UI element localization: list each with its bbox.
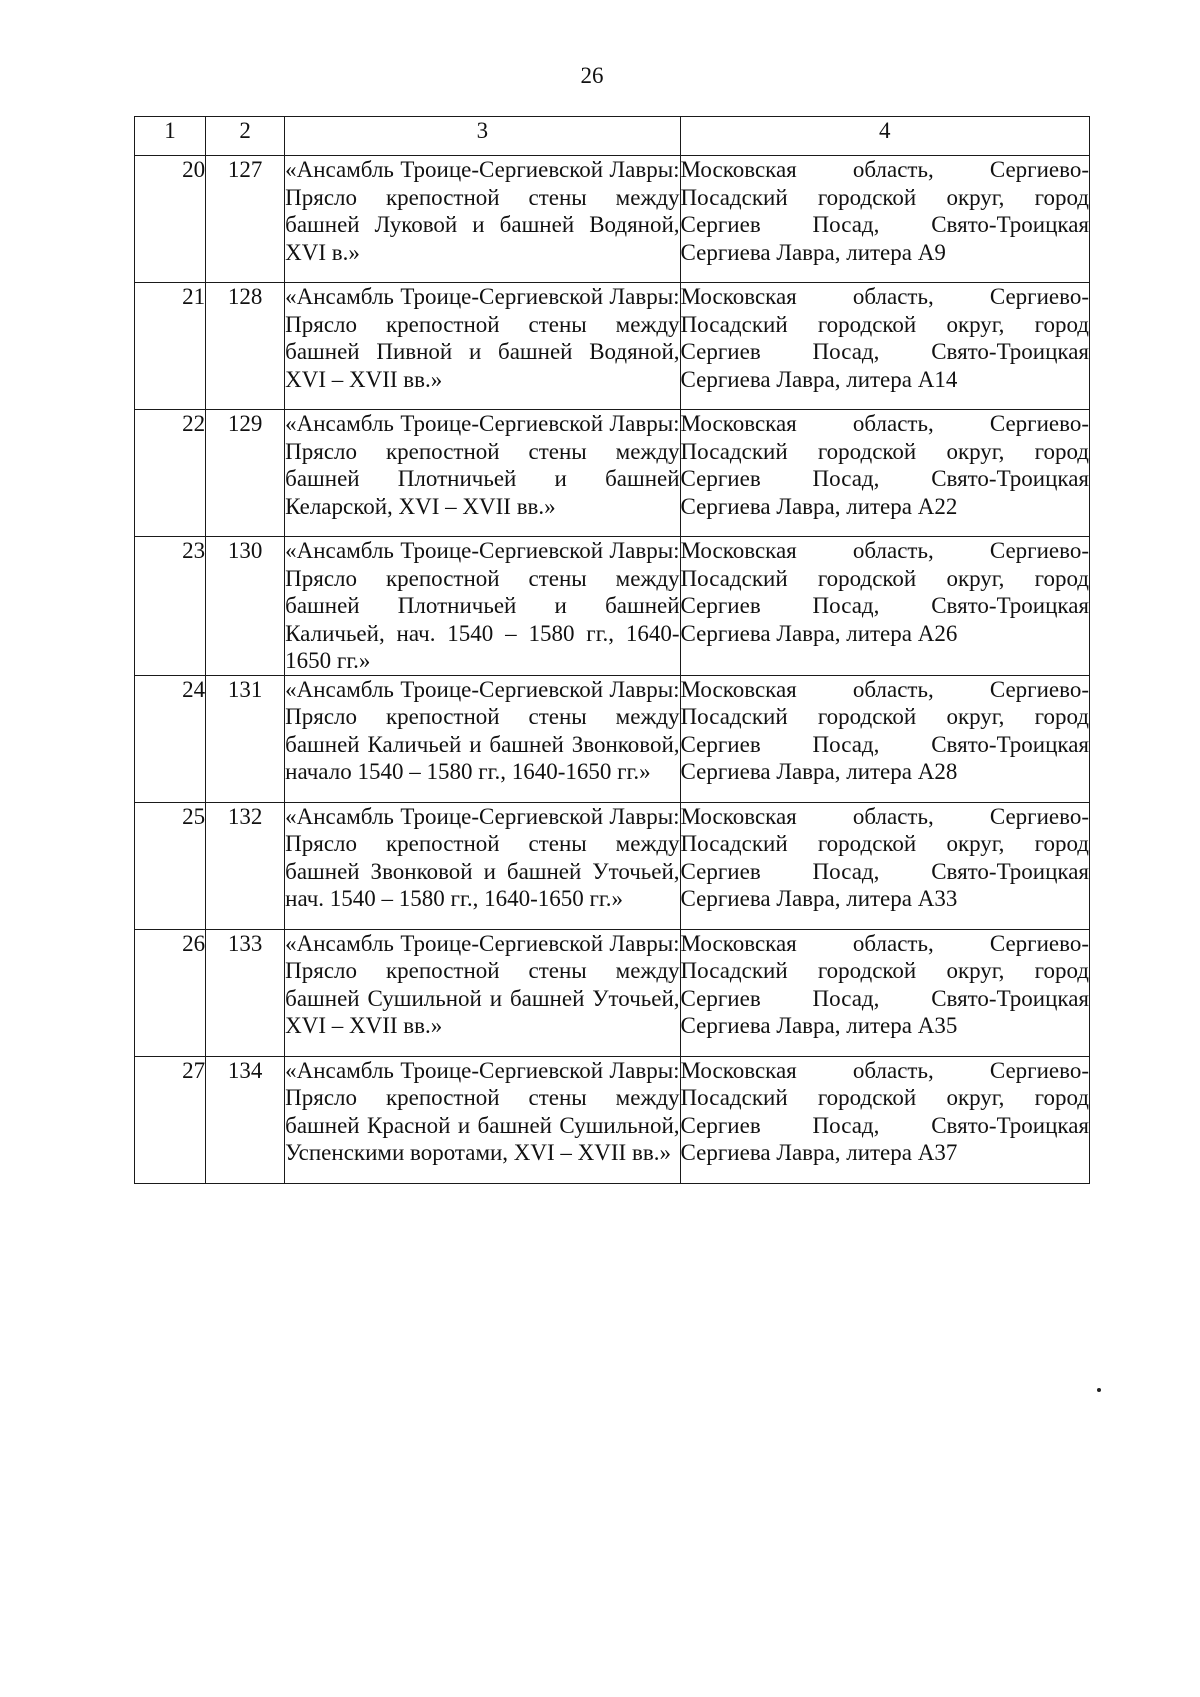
row-number: 23: [135, 537, 206, 676]
object-name: «Ансамбль Троице-Сергиевской Лавры: Прясло крепостной стены между башней Сушильной и башней Уточьей, XVI – XVII вв.»: [285, 929, 680, 1056]
table-row: [135, 156, 1090, 283]
row-number: 27: [135, 1056, 206, 1183]
scan-artifact-dot: [1097, 1388, 1101, 1392]
object-address: Московская область, Сергиево-Посадский городской округ, город Сергиев Посад, Свято-Троицкая Сергиева Лавра, литера А26: [680, 537, 1089, 676]
column-header: 1: [135, 117, 206, 156]
table-row: [135, 802, 1090, 929]
registry-number: 130: [206, 537, 285, 676]
column-header: 2: [206, 117, 285, 156]
object-name: «Ансамбль Троице-Сергиевской Лавры: Прясло крепостной стены между башней Звонковой и башней Уточьей, нач. 1540 – 1580 гг., 1640-1650 гг.»: [285, 802, 680, 929]
object-address: Московская область, Сергиево-Посадский городской округ, город Сергиев Посад, Свято-Троицкая Сергиева Лавра, литера А9: [680, 156, 1089, 283]
table-row: [135, 283, 1090, 410]
column-header: 4: [680, 117, 1089, 156]
table-row: [135, 537, 1090, 676]
table-row: [135, 1056, 1090, 1183]
object-address: Московская область, Сергиево-Посадский городской округ, город Сергиев Посад, Свято-Троицкая Сергиева Лавра, литера А22: [680, 410, 1089, 537]
heritage-table: [134, 116, 1090, 1184]
table-header-row: [135, 117, 1090, 156]
column-header: 3: [285, 117, 680, 156]
registry-number: 131: [206, 675, 285, 802]
registry-number: 134: [206, 1056, 285, 1183]
row-number: 24: [135, 675, 206, 802]
object-name: «Ансамбль Троице-Сергиевской Лавры: Прясло крепостной стены между башней Луковой и башней Водяной, XVI в.»: [285, 156, 680, 283]
object-name: «Ансамбль Троице-Сергиевской Лавры: Прясло крепостной стены между башней Каличьей и башней Звонковой, начало 1540 – 1580 гг., 1640-1650 гг.»: [285, 675, 680, 802]
table-row: [135, 929, 1090, 1056]
table-row: [135, 675, 1090, 802]
registry-number: 127: [206, 156, 285, 283]
object-address: Московская область, Сергиево-Посадский городской округ, город Сергиев Посад, Свято-Троицкая Сергиева Лавра, литера А28: [680, 675, 1089, 802]
registry-number: 132: [206, 802, 285, 929]
row-number: 25: [135, 802, 206, 929]
object-address: Московская область, Сергиево-Посадский городской округ, город Сергиев Посад, Свято-Троицкая Сергиева Лавра, литера А33: [680, 802, 1089, 929]
object-address: Московская область, Сергиево-Посадский городской округ, город Сергиев Посад, Свято-Троицкая Сергиева Лавра, литера А37: [680, 1056, 1089, 1183]
registry-number: 133: [206, 929, 285, 1056]
registry-number: 128: [206, 283, 285, 410]
row-number: 22: [135, 410, 206, 537]
page-number: 26: [580, 63, 604, 88]
row-number: 20: [135, 156, 206, 283]
object-address: Московская область, Сергиево-Посадский городской округ, город Сергиев Посад, Свято-Троицкая Сергиева Лавра, литера А35: [680, 929, 1089, 1056]
registry-number: 129: [206, 410, 285, 537]
object-name: «Ансамбль Троице-Сергиевской Лавры: Прясло крепостной стены между башней Красной и башней Сушильной, Успенскими воротами, XVI – XVII вв.»: [285, 1056, 680, 1183]
row-number: 21: [135, 283, 206, 410]
table-row: [135, 410, 1090, 537]
table-body: [135, 117, 1090, 1184]
object-name: «Ансамбль Троице-Сергиевской Лавры: Прясло крепостной стены между башней Плотничьей и башней Келарской, XVI – XVII вв.»: [285, 410, 680, 537]
object-name: «Ансамбль Троице-Сергиевской Лавры: Прясло крепостной стены между башней Плотничьей и башней Каличьей, нач. 1540 – 1580 гг., 1640-1650 гг.»: [285, 538, 680, 673]
object-address: Московская область, Сергиево-Посадский городской округ, город Сергиев Посад, Свято-Троицкая Сергиева Лавра, литера А14: [680, 283, 1089, 410]
row-number: 26: [135, 929, 206, 1056]
object-name: «Ансамбль Троице-Сергиевской Лавры: Прясло крепостной стены между башней Пивной и башней Водяной, XVI – XVII вв.»: [285, 283, 680, 410]
